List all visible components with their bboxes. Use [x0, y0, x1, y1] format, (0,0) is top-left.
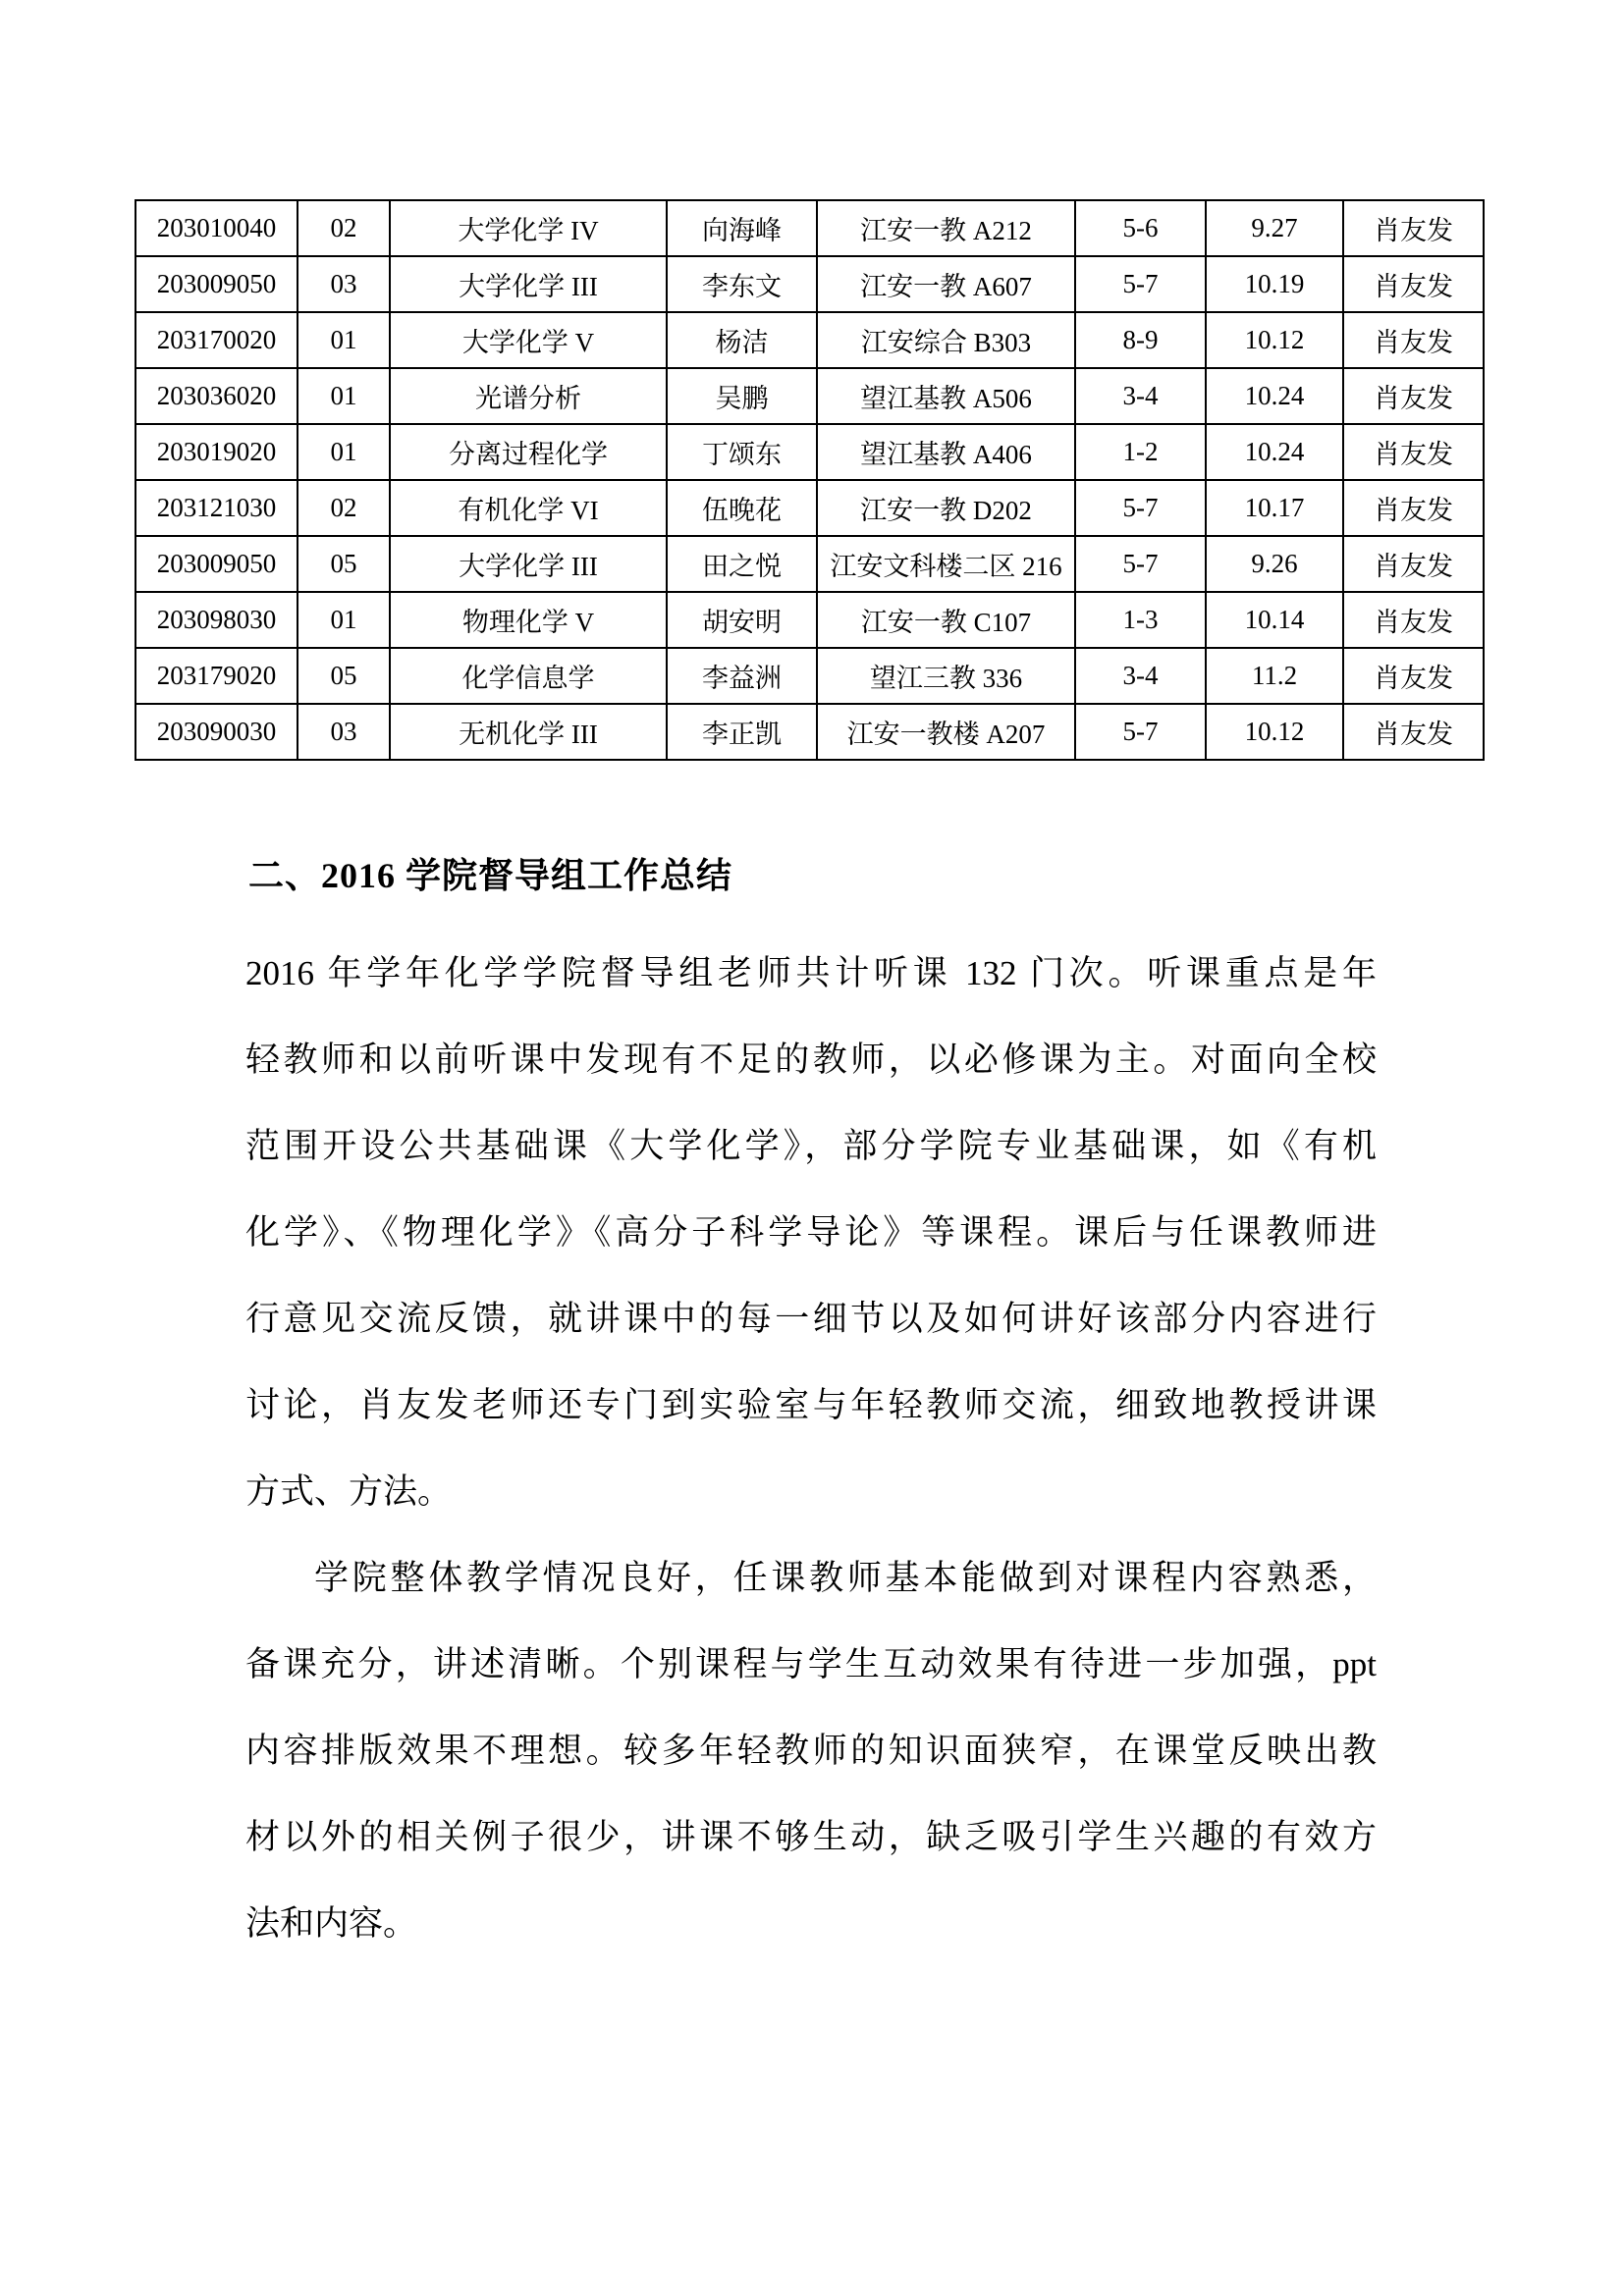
section-heading: 二、2016 学院督导组工作总结	[248, 856, 733, 895]
table-row	[135, 536, 1484, 592]
table-cell: 5-7	[1075, 480, 1206, 536]
table-cell: 无机化学 III	[390, 704, 667, 760]
table-cell: 李益洲	[667, 648, 817, 704]
table-cell: 杨洁	[667, 312, 817, 368]
table-cell: 01	[298, 592, 390, 648]
table-cell: 203090030	[135, 704, 298, 760]
paragraph-line: 备课充分，讲述清晰。个别课程与学生互动效果有待进一步加强，ppt	[245, 1645, 1377, 1683]
table-cell: 肖友发	[1343, 256, 1484, 312]
table-row	[135, 312, 1484, 368]
table-cell: 肖友发	[1343, 200, 1484, 256]
table-cell: 3-4	[1075, 368, 1206, 424]
table-row	[135, 256, 1484, 312]
table-cell: 10.24	[1206, 368, 1343, 424]
table-cell: 伍晚花	[667, 480, 817, 536]
table-row	[135, 200, 1484, 256]
course-supervision-table	[135, 199, 1485, 761]
paragraph-line: 材以外的相关例子很少，讲课不够生动，缺乏吸引学生兴趣的有效方	[245, 1818, 1377, 1856]
table-cell: 江安一教 A607	[817, 256, 1075, 312]
table-cell: 李东文	[667, 256, 817, 312]
table-cell: 肖友发	[1343, 536, 1484, 592]
paragraph-line: 行意见交流反馈，就讲课中的每一细节以及如何讲好该部分内容进行	[245, 1300, 1377, 1338]
paragraph-line: 方式、方法。	[245, 1472, 453, 1511]
paragraph-line: 学院整体教学情况良好，任课教师基本能做到对课程内容熟悉，	[314, 1559, 1377, 1597]
table-cell: 10.17	[1206, 480, 1343, 536]
table-cell: 02	[298, 480, 390, 536]
table-cell: 大学化学 V	[390, 312, 667, 368]
table-cell: 大学化学 III	[390, 256, 667, 312]
table-cell: 01	[298, 368, 390, 424]
table-cell: 203009050	[135, 256, 298, 312]
body-text	[245, 931, 1377, 1967]
table-cell: 江安文科楼二区 216	[817, 536, 1075, 592]
paragraph-line: 内容排版效果不理想。较多年轻教师的知识面狭窄，在课堂反映出教	[245, 1732, 1377, 1770]
table-cell: 8-9	[1075, 312, 1206, 368]
paragraph-1	[245, 931, 1377, 1535]
paragraph-line: 讨论，肖友发老师还专门到实验室与年轻教师交流，细致地教授讲课	[245, 1386, 1377, 1424]
table-cell: 9.26	[1206, 536, 1343, 592]
table-cell: 1-3	[1075, 592, 1206, 648]
table-cell: 胡安明	[667, 592, 817, 648]
table-cell: 10.14	[1206, 592, 1343, 648]
table-cell: 分离过程化学	[390, 424, 667, 480]
table-cell: 肖友发	[1343, 704, 1484, 760]
table-cell: 肖友发	[1343, 424, 1484, 480]
table-cell: 9.27	[1206, 200, 1343, 256]
course-table-body	[135, 200, 1484, 760]
paragraph-line: 范围开设公共基础课《大学化学》，部分学院专业基础课，如《有机	[245, 1127, 1377, 1165]
table-cell: 03	[298, 704, 390, 760]
paragraph-line: 法和内容。	[245, 1904, 418, 1943]
table-cell: 03	[298, 256, 390, 312]
table-cell: 肖友发	[1343, 312, 1484, 368]
table-cell: 203098030	[135, 592, 298, 648]
table-cell: 05	[298, 536, 390, 592]
table-row	[135, 592, 1484, 648]
table-cell: 肖友发	[1343, 368, 1484, 424]
table-row	[135, 704, 1484, 760]
table-row	[135, 368, 1484, 424]
table-cell: 肖友发	[1343, 592, 1484, 648]
table-cell: 大学化学 IV	[390, 200, 667, 256]
table-cell: 肖友发	[1343, 480, 1484, 536]
table-cell: 10.24	[1206, 424, 1343, 480]
table-cell: 5-6	[1075, 200, 1206, 256]
table-cell: 丁颂东	[667, 424, 817, 480]
table-cell: 203019020	[135, 424, 298, 480]
table-cell: 江安一教 A212	[817, 200, 1075, 256]
table-cell: 望江三教 336	[817, 648, 1075, 704]
table-cell: 10.19	[1206, 256, 1343, 312]
table-cell: 光谱分析	[390, 368, 667, 424]
table-cell: 江安一教 C107	[817, 592, 1075, 648]
table-cell: 203036020	[135, 368, 298, 424]
table-cell: 望江基教 A406	[817, 424, 1075, 480]
paragraph-2	[245, 1535, 1377, 1967]
table-cell: 203009050	[135, 536, 298, 592]
table-cell: 大学化学 III	[390, 536, 667, 592]
table-cell: 05	[298, 648, 390, 704]
table-cell: 5-7	[1075, 256, 1206, 312]
table-cell: 203121030	[135, 480, 298, 536]
table-cell: 江安一教 D202	[817, 480, 1075, 536]
table-cell: 203010040	[135, 200, 298, 256]
table-cell: 吴鹏	[667, 368, 817, 424]
table-row	[135, 480, 1484, 536]
table-cell: 望江基教 A506	[817, 368, 1075, 424]
table-cell: 203179020	[135, 648, 298, 704]
paragraph-line: 化学》、《物理化学》《高分子科学导论》等课程。课后与任课教师进	[245, 1213, 1377, 1252]
table-row	[135, 648, 1484, 704]
table-cell: 李正凯	[667, 704, 817, 760]
table-cell: 10.12	[1206, 704, 1343, 760]
table-cell: 01	[298, 424, 390, 480]
table-cell: 3-4	[1075, 648, 1206, 704]
table-cell: 有机化学 VI	[390, 480, 667, 536]
table-cell: 江安综合 B303	[817, 312, 1075, 368]
paragraph-line: 2016 年学年化学学院督导组老师共计听课 132 门次。听课重点是年	[245, 954, 1377, 992]
table-cell: 02	[298, 200, 390, 256]
table-cell: 江安一教楼 A207	[817, 704, 1075, 760]
table-cell: 11.2	[1206, 648, 1343, 704]
table-cell: 化学信息学	[390, 648, 667, 704]
table-cell: 1-2	[1075, 424, 1206, 480]
table-cell: 5-7	[1075, 704, 1206, 760]
table-row	[135, 424, 1484, 480]
paragraph-line: 轻教师和以前听课中发现有不足的教师，以必修课为主。对面向全校	[245, 1041, 1377, 1079]
table-cell: 田之悦	[667, 536, 817, 592]
table-cell: 10.12	[1206, 312, 1343, 368]
table-cell: 向海峰	[667, 200, 817, 256]
table-cell: 物理化学 V	[390, 592, 667, 648]
table-cell: 01	[298, 312, 390, 368]
table-cell: 5-7	[1075, 536, 1206, 592]
table-cell: 203170020	[135, 312, 298, 368]
table-cell: 肖友发	[1343, 648, 1484, 704]
